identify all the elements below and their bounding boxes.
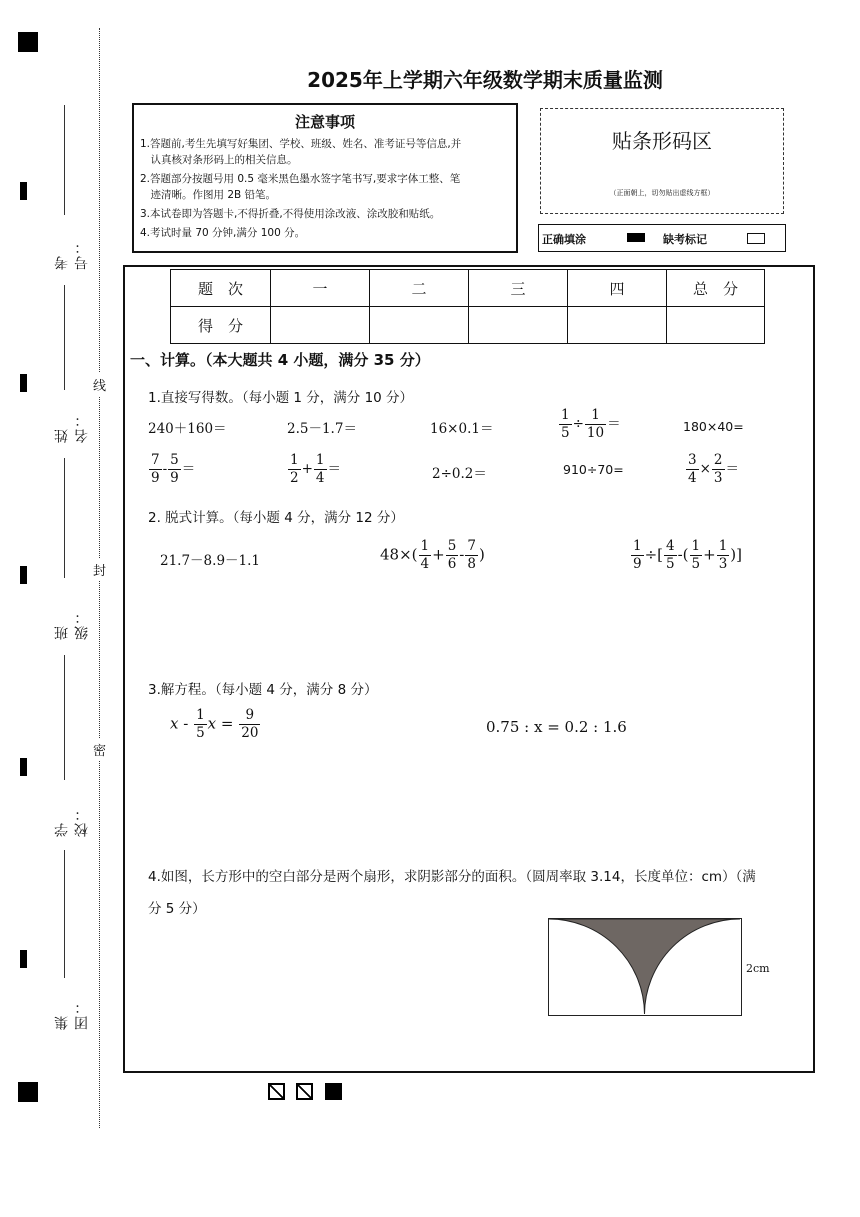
score-row-label: 得 分 bbox=[171, 307, 271, 344]
q3-equation-1: x - $\frac{1}{5}$ x = $\frac{9}{20}$ bbox=[170, 707, 259, 741]
timing-mark bbox=[20, 374, 27, 392]
notice-item: 认真核对条形码上的相关信息。 bbox=[140, 154, 298, 166]
seal-char-seal: 封 bbox=[93, 558, 106, 581]
seal-char-secret: 密 bbox=[93, 738, 106, 761]
score-table-score-row bbox=[171, 307, 765, 344]
q1-item: 16×0.1＝ bbox=[430, 421, 494, 437]
table-header-cell: 三 bbox=[469, 270, 568, 307]
q3-title: 3.解方程。（每小题 4 分，满分 8 分） bbox=[148, 682, 378, 698]
class-label: 班级： bbox=[54, 608, 90, 640]
q1-item: 180×40= bbox=[683, 419, 744, 434]
fill-legend-box bbox=[538, 224, 786, 252]
seal-char-line: 线 bbox=[93, 373, 106, 396]
timing-mark bbox=[20, 758, 27, 776]
field-underline bbox=[64, 850, 65, 978]
score-cell[interactable] bbox=[271, 307, 370, 344]
score-table-header-row bbox=[171, 270, 765, 307]
timing-mark bbox=[20, 566, 27, 584]
notice-item: 3.本试卷即为答题卡,不得折叠,不得使用涂改液、涂改胶和贴纸。 bbox=[140, 208, 441, 220]
score-cell[interactable] bbox=[370, 307, 469, 344]
notice-heading: 注意事项 bbox=[294, 113, 355, 131]
notice-item: 迹清晰。作图用 2B 铅笔。 bbox=[140, 189, 277, 201]
correct-fill-sample-icon bbox=[627, 233, 645, 242]
absent-mark-checkbox[interactable] bbox=[747, 233, 765, 244]
table-header-cell: 总 分 bbox=[667, 270, 765, 307]
registration-mark-top-left bbox=[18, 32, 38, 52]
exam-number-label: 考号： bbox=[54, 238, 90, 270]
barcode-label: 贴条形码区 bbox=[612, 129, 712, 153]
field-underline bbox=[64, 105, 65, 215]
q4-shaded-figure bbox=[549, 919, 740, 1014]
correct-fill-label: 正确填涂 bbox=[542, 233, 586, 246]
q1-item-frac-mul: $\frac{3}{4}$ × $\frac{2}{3}$ ＝ bbox=[688, 452, 739, 486]
q2-item-fraction-expression: 48×( $\frac{1}{4}$ + $\frac{5}{6}$ - $\frac{7}{8}$ ) bbox=[380, 538, 485, 572]
table-header-cell: 题 次 bbox=[171, 270, 271, 307]
score-cell[interactable] bbox=[568, 307, 667, 344]
absent-mark-label: 缺考标记 bbox=[663, 233, 707, 246]
notice-item: 4.考试时量 70 分钟,满分 100 分。 bbox=[140, 227, 306, 239]
q4-title-continued: 分 5 分） bbox=[148, 901, 206, 917]
group-label: 集团： bbox=[54, 998, 90, 1030]
table-header-cell: 二 bbox=[370, 270, 469, 307]
q2-title: 2. 脱式计算。（每小题 4 分，满分 12 分） bbox=[148, 510, 404, 526]
notice-box bbox=[132, 103, 518, 253]
hatched-box-icon bbox=[268, 1083, 285, 1100]
barcode-hint: （正面朝上，切勿贴出虚线方框） bbox=[609, 189, 715, 197]
table-header-cell: 四 bbox=[568, 270, 667, 307]
q3-equation-2: 0.75 : x = 0.2 : 1.6 bbox=[486, 718, 627, 736]
score-cell[interactable] bbox=[667, 307, 765, 344]
section-1-title: 一、计算。（本大题共 4 小题，满分 35 分） bbox=[130, 351, 430, 369]
q1-item: 2.5－1.7＝ bbox=[287, 421, 357, 437]
q1-item: 2÷0.2＝ bbox=[432, 466, 487, 482]
registration-mark-bottom-left bbox=[18, 1082, 38, 1102]
score-table bbox=[170, 269, 765, 344]
table-header-cell: 一 bbox=[271, 270, 370, 307]
school-label: 学校： bbox=[54, 805, 90, 837]
notice-item: 1.答题前,考生先填写好集团、学校、班级、姓名、准考证号等信息,并 bbox=[140, 138, 462, 150]
notice-item: 2.答题部分按题号用 0.5 毫米黑色墨水签字笔书写,要求字体工整、笔 bbox=[140, 173, 461, 185]
q1-item-frac-div: $\frac{1}{5}$ ÷ $\frac{1}{10}$ ＝ bbox=[561, 407, 621, 441]
solid-box-icon bbox=[325, 1083, 342, 1100]
q4-figure bbox=[548, 918, 742, 1016]
field-underline bbox=[64, 285, 65, 390]
q1-item-frac-add: $\frac{1}{2}$ + $\frac{1}{4}$ ＝ bbox=[290, 452, 341, 486]
field-underline bbox=[64, 458, 65, 578]
q4-figure-dimension-label: 2cm bbox=[746, 962, 770, 975]
field-underline bbox=[64, 655, 65, 780]
q1-item: 910÷70= bbox=[563, 462, 624, 477]
q4-title: 4.如图，长方形中的空白部分是两个扇形，求阴影部分的面积。（圆周率取 3.14，长度单位：cm）（满 bbox=[148, 869, 756, 885]
shaded-region bbox=[549, 919, 740, 1014]
timing-mark bbox=[20, 950, 27, 968]
q2-item-nested-fraction: $\frac{1}{9}$ ÷[ $\frac{4}{5}$ -( $\frac{1}{5}$ + $\frac{1}{3}$ )] bbox=[633, 538, 743, 572]
barcode-area bbox=[540, 108, 784, 214]
q1-item: 240＋160＝ bbox=[148, 421, 227, 437]
exam-title: 2025年上学期六年级数学期末质量监测 bbox=[307, 68, 663, 92]
q2-item: 21.7－8.9－1.1 bbox=[160, 553, 260, 569]
q1-item-frac-sub: $\frac{7}{9}$ - $\frac{5}{9}$ ＝ bbox=[151, 452, 196, 486]
timing-mark bbox=[20, 182, 27, 200]
name-label: 姓名： bbox=[54, 411, 90, 443]
score-cell[interactable] bbox=[469, 307, 568, 344]
hatched-box-icon bbox=[296, 1083, 313, 1100]
q1-title: 1.直接写得数。（每小题 1 分，满分 10 分） bbox=[148, 390, 414, 406]
